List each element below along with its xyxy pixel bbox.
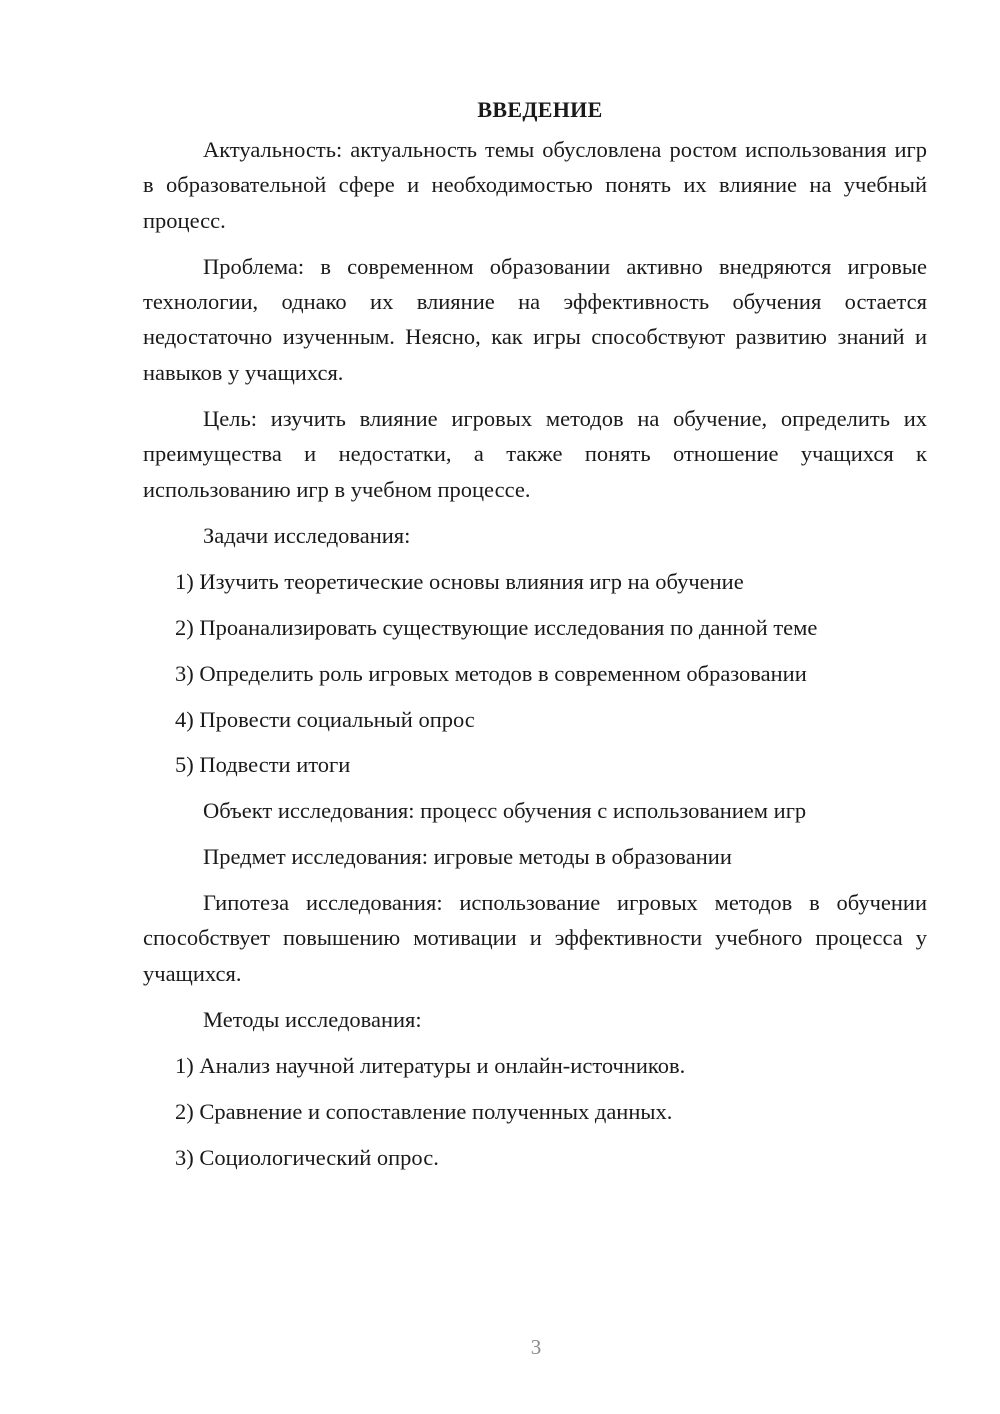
methods-list bbox=[143, 1048, 927, 1175]
hypothesis-paragraph: Гипотеза исследования: использование игровых методов в обучении способствует повышению мотивации и эффективности учебного процесса у учащихся. bbox=[143, 890, 927, 986]
list-item: 3) Определить роль игровых методов в современном образовании bbox=[175, 660, 807, 686]
list-item: 2) Сравнение и сопоставление полученных данных. bbox=[175, 1098, 673, 1124]
problem-paragraph: Проблема: в современном образовании активно внедряются игровые технологии, однако их влияние на эффективность обучения остается недостаточно изученным. Неясно, как игры способствуют развитию знаний и навыков у учащихся. bbox=[143, 253, 927, 385]
tasks-title: Задачи исследования: bbox=[203, 522, 411, 548]
goal-paragraph: Цель: изучить влияние игровых методов на обучение, определить их преимущества и недостатки, а также понять отношение учащихся к использованию игр в учебном процессе. bbox=[143, 406, 927, 502]
list-item: 3) Социологический опрос. bbox=[175, 1144, 439, 1170]
list-item: 1) Изучить теоретические основы влияния игр на обучение bbox=[175, 568, 744, 594]
research-subject: Предмет исследования: игровые методы в образовании bbox=[203, 844, 732, 870]
research-object: Объект исследования: процесс обучения с использованием игр bbox=[203, 798, 807, 824]
page-number: 3 bbox=[530, 1335, 542, 1359]
document-page bbox=[143, 92, 927, 1186]
list-item: 2) Проанализировать существующие исследования по данной теме bbox=[175, 614, 818, 640]
relevance-paragraph: Актуальность: актуальность темы обусловлена ростом использования игр в образовательной сфере и необходимостью понять их влияние на учебный процесс. bbox=[143, 137, 927, 233]
list-item: 1) Анализ научной литературы и онлайн-источников. bbox=[175, 1052, 686, 1078]
methods-title: Методы исследования: bbox=[203, 1006, 422, 1032]
list-item: 5) Подвести итоги bbox=[175, 752, 351, 778]
tasks-list bbox=[143, 564, 927, 783]
list-item: 4) Провести социальный опрос bbox=[175, 706, 475, 732]
section-heading: ВВЕДЕНИЕ bbox=[477, 97, 603, 122]
